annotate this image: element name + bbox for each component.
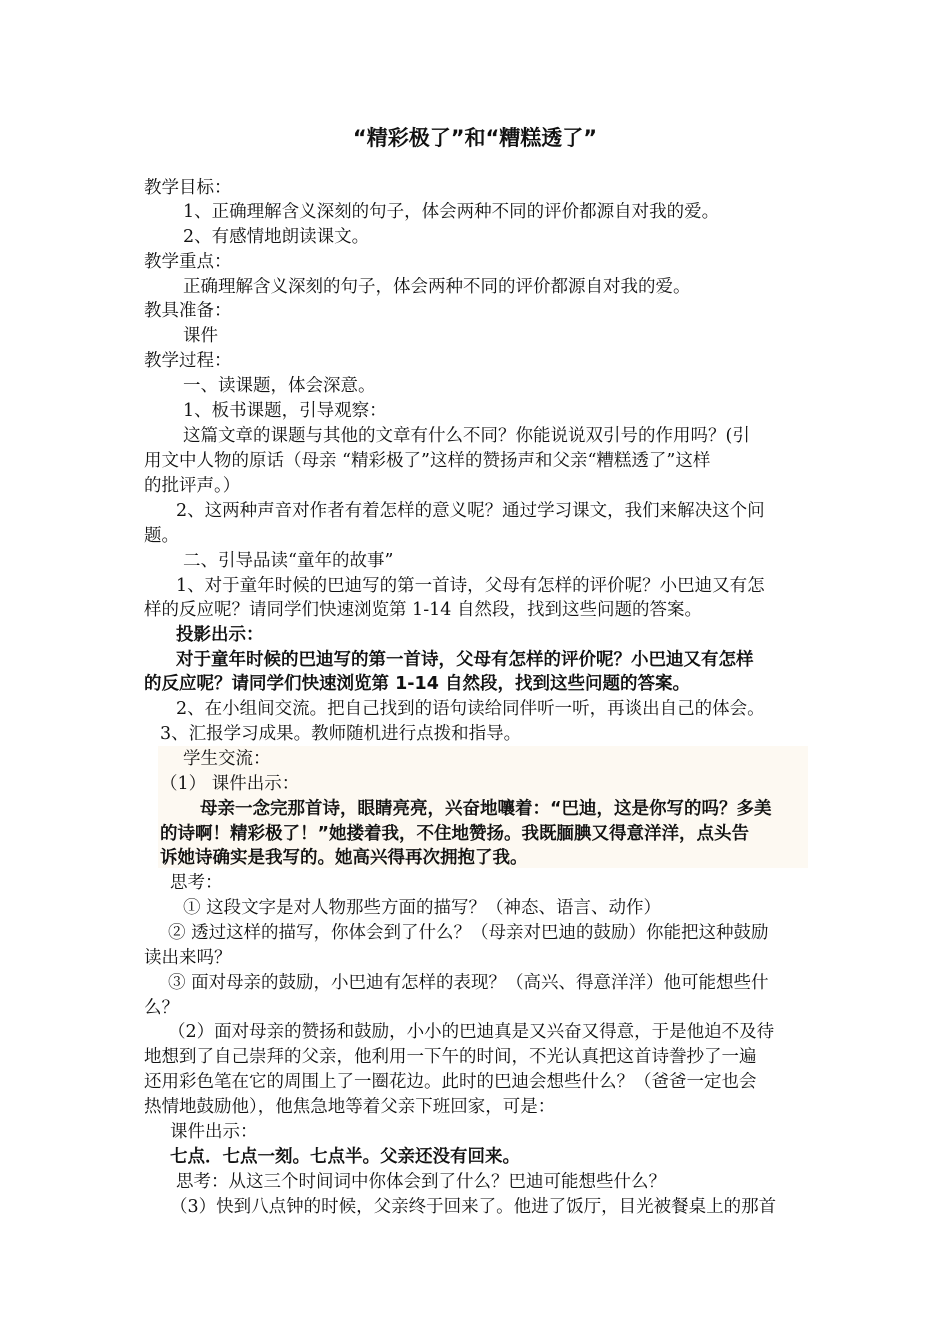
- text-line: 用文中人物的原话（母亲 “精彩极了”这样的赞扬声和父亲“糟糕透了”这样: [144, 451, 711, 471]
- text-line-bold: 母亲一念完那首诗，眼睛亮亮，兴奋地嚷着：“巴迪，这是你写的吗？多美: [200, 799, 772, 819]
- text-line: 2、有感情地朗读课文。: [183, 227, 370, 247]
- text-line: 读出来吗？: [144, 948, 232, 968]
- text-line-bold: 诉她诗确实是我写的。她高兴得再次拥抱了我。: [160, 848, 528, 868]
- text-line-bold: 对于童年时候的巴迪写的第一首诗，父母有怎样的评价呢？小巴迪又有怎样: [176, 650, 754, 670]
- text-line: 课件出示：: [170, 1122, 258, 1142]
- text-line: 正确理解含义深刻的句子，体会两种不同的评价都源自对我的爱。: [183, 277, 691, 297]
- text-line: 教学目标：: [144, 178, 232, 198]
- text-line: 的批评声。）: [144, 476, 241, 496]
- text-line: （3）快到八点钟的时候，父亲终于回来了。他进了饭厅，目光被餐桌上的那首: [170, 1197, 777, 1217]
- text-line: 还用彩色笔在它的周围上了一圈花边。此时的巴迪会想些什么？（爸爸一定也会: [144, 1072, 757, 1092]
- text-line: （1） 课件出示：: [160, 774, 300, 794]
- text-line: 3、汇报学习成果。教师随机进行点拨和指导。: [160, 724, 522, 744]
- text-line: 思考：: [170, 873, 223, 893]
- text-line: ③ 面对母亲的鼓励，小巴迪有怎样的表现？（高兴、得意洋洋）他可能想些什: [168, 973, 769, 993]
- text-line: 一、读课题，体会深意。: [183, 376, 376, 396]
- text-line: 样的反应呢？请同学们快速浏览第 1-14 自然段，找到这些问题的答案。: [144, 600, 702, 620]
- text-line-bold: 七点．七点一刻。七点半。父亲还没有回来。: [170, 1147, 520, 1167]
- page-title: “精彩极了”和“糟糕透了”: [352, 126, 598, 150]
- text-line-bold: 的诗啊！精彩极了！”她搂着我，不住地赞扬。我既腼腆又得意洋洋，点头告: [160, 824, 749, 844]
- text-line: 1、对于童年时候的巴迪写的第一首诗，父母有怎样的评价呢？小巴迪又有怎: [176, 576, 765, 596]
- text-line: 1、正确理解含义深刻的句子，体会两种不同的评价都源自对我的爱。: [183, 202, 720, 222]
- text-line: ② 透过这样的描写，你体会到了什么？（母亲对巴迪的鼓励）你能把这种鼓励: [168, 923, 769, 943]
- text-line-bold: 的反应呢？请同学们快速浏览第 1-14 自然段，找到这些问题的答案。: [144, 674, 690, 694]
- text-line-bold: 投影出示：: [176, 625, 264, 645]
- text-line: ① 这段文字是对人物那些方面的描写？（神态、语言、动作）: [183, 898, 662, 918]
- text-line: 二、引导品读“童年的故事”: [183, 551, 394, 571]
- text-line: 教学过程：: [144, 351, 232, 371]
- text-line: 课件: [183, 326, 218, 346]
- text-line: 这篇文章的课题与其他的文章有什么不同？你能说说双引号的作用吗？(引: [183, 426, 750, 446]
- text-line: 教具准备：: [144, 301, 232, 321]
- text-line: 地想到了自己崇拜的父亲，他利用一下午的时间，不光认真把这首诗誊抄了一遍: [144, 1047, 757, 1067]
- text-line: 2、这两种声音对作者有着怎样的意义呢？通过学习课文，我们来解决这个问: [176, 501, 765, 521]
- text-line: 2、在小组间交流。把自己找到的语句读给同伴听一听，再谈出自己的体会。: [176, 699, 765, 719]
- text-line: （2）面对母亲的赞扬和鼓励，小小的巴迪真是又兴奋又得意，于是他迫不及待: [168, 1022, 775, 1042]
- text-line: 么？: [144, 998, 179, 1018]
- text-line: 热情地鼓励他），他焦急地等着父亲下班回家，可是：: [144, 1097, 556, 1117]
- text-line: 题。: [144, 526, 179, 546]
- text-line: 学生交流：: [183, 749, 271, 769]
- text-line: 1、板书课题，引导观察：: [183, 401, 387, 421]
- text-line: 思考：从这三个时间词中你体会到了什么？巴迪可能想些什么？: [176, 1172, 666, 1192]
- text-line: 教学重点：: [144, 252, 232, 272]
